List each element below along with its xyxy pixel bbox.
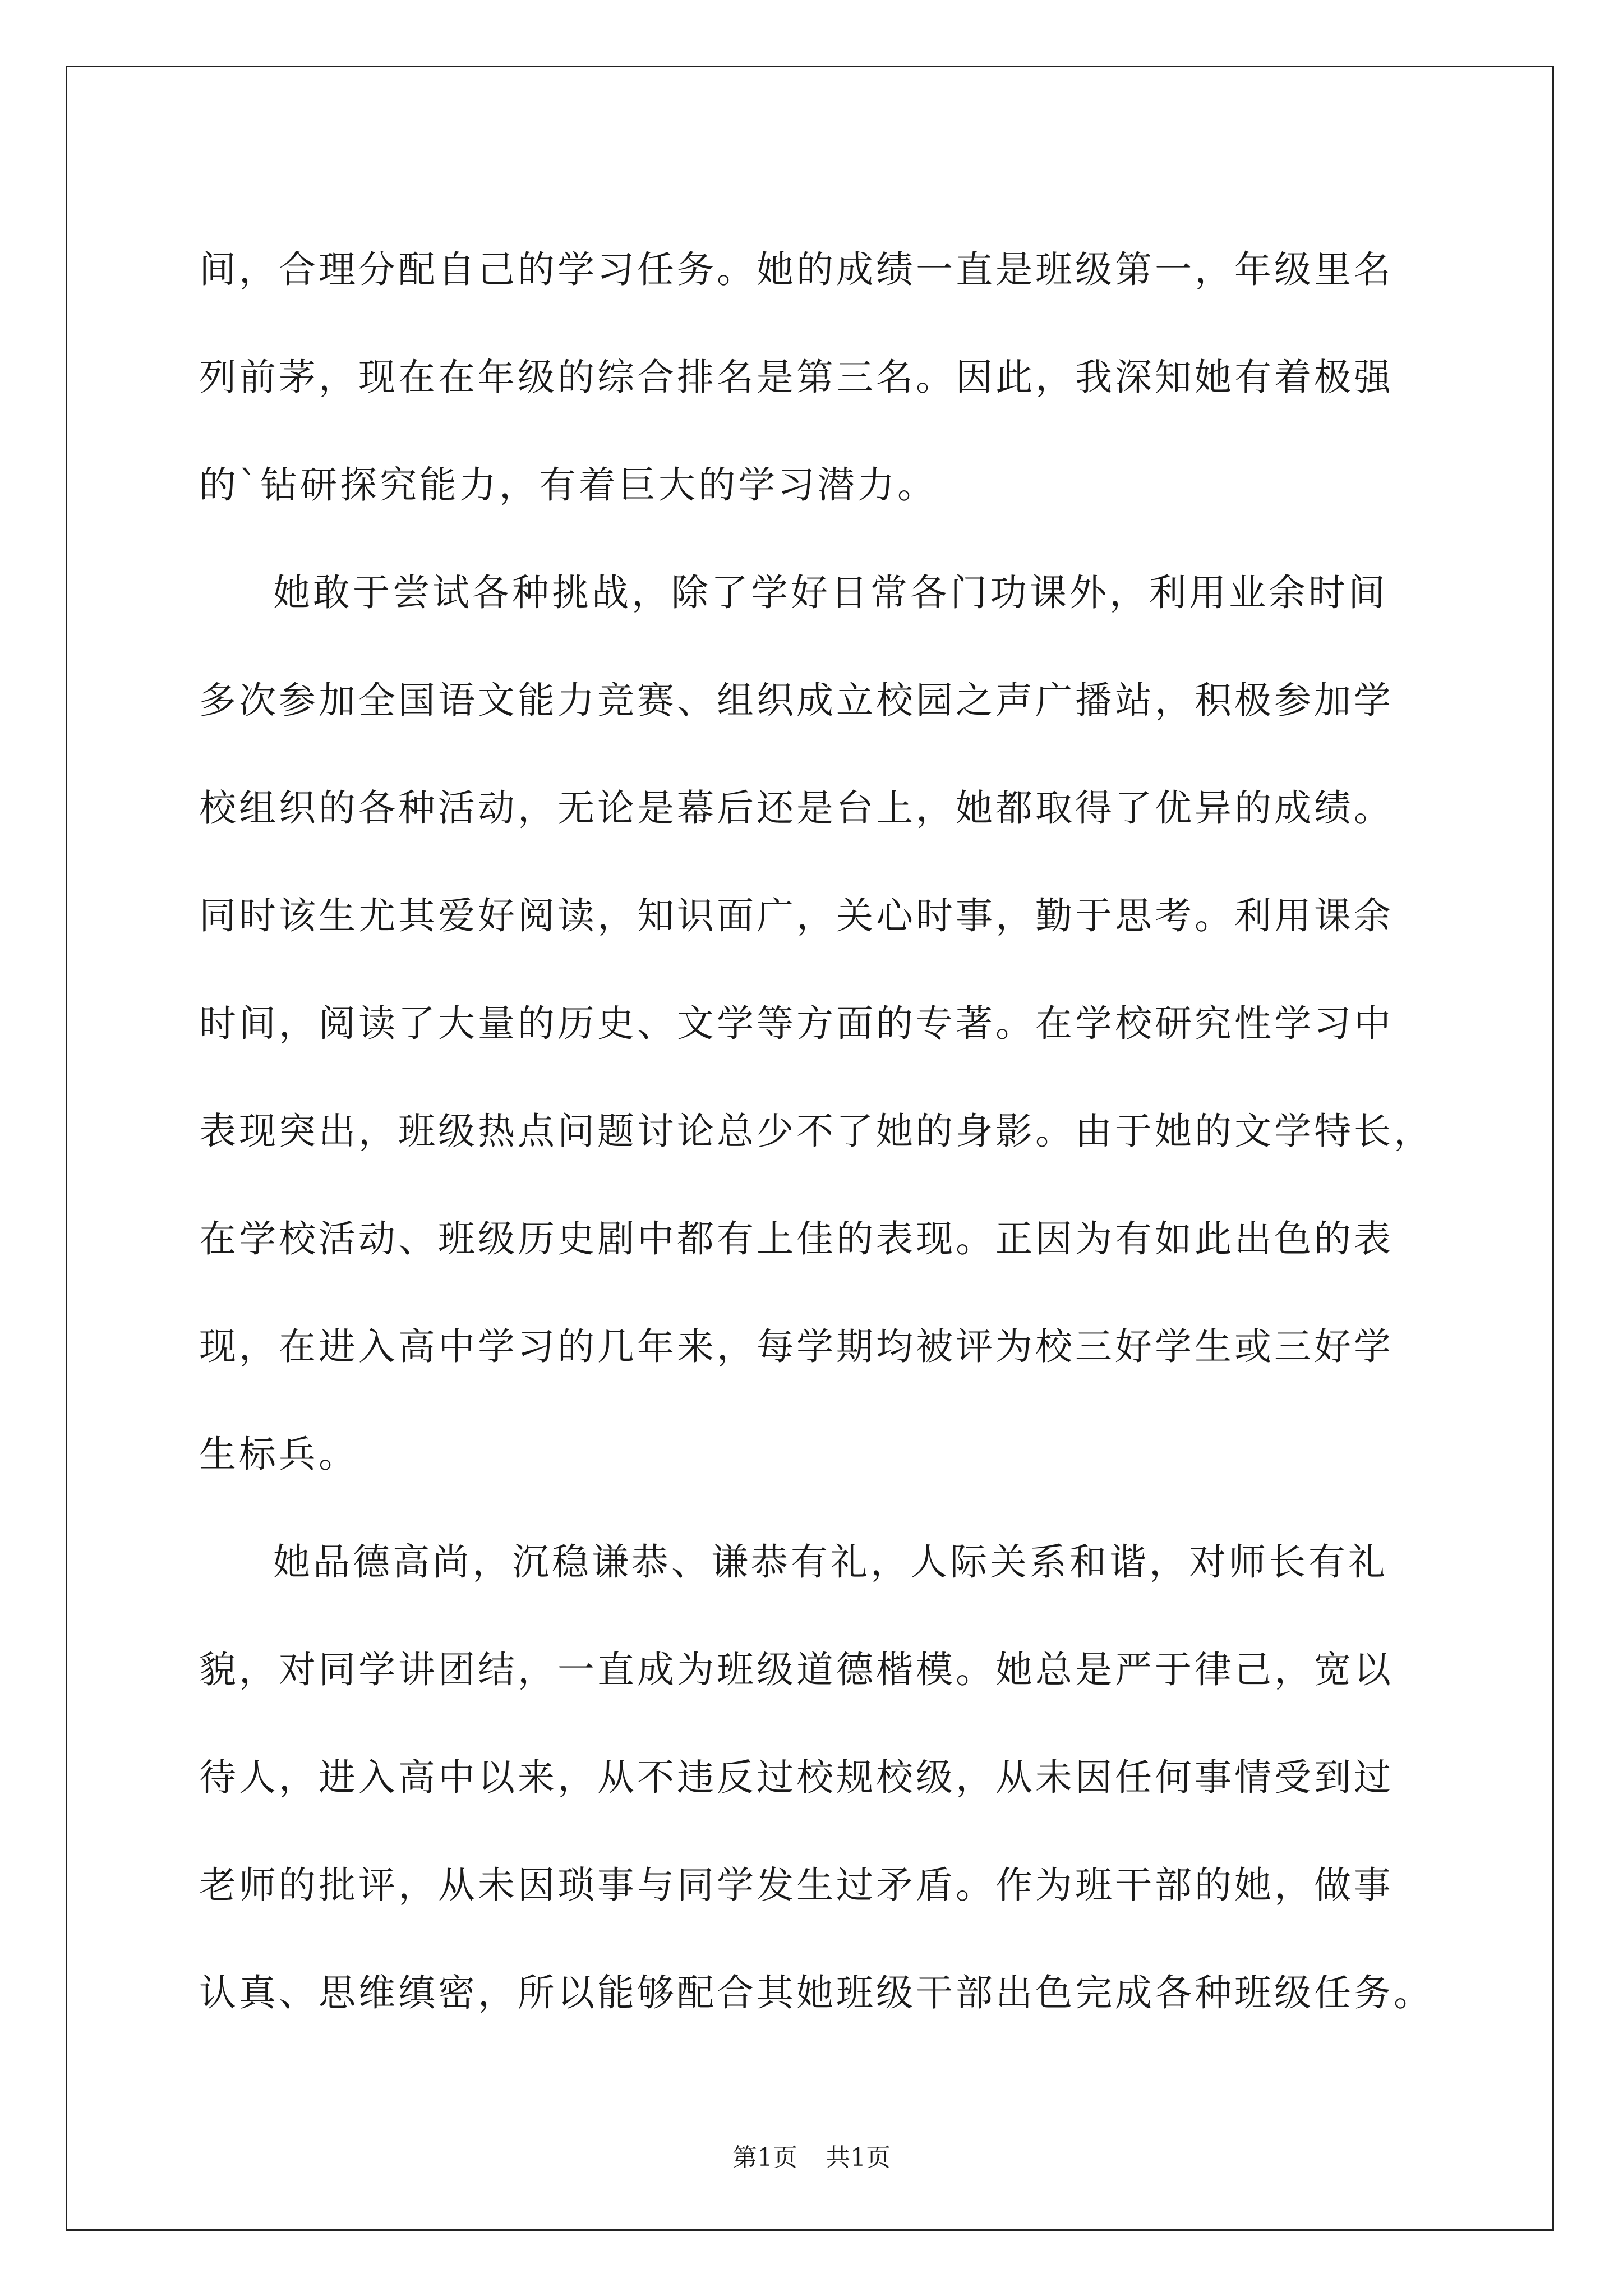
text-line: 列前茅，现在在年级的综合排名是第三名。因此，我深知她有着极强	[199, 356, 1394, 399]
text-line: 校组织的各种活动，无论是幕后还是台上，她都取得了优异的成绩。	[199, 786, 1394, 830]
paragraph-3	[199, 1508, 1433, 2047]
text-line: 现，在进入高中学习的几年来，每学期均被评为校三好学生或三好学	[199, 1325, 1394, 1368]
text-line: 她敢于尝试各种挑战，除了学好日常各门功课外，利用业余时间	[273, 571, 1388, 614]
text-line: 同时该生尤其爱好阅读，知识面广，关心时事，勤于思考。利用课余	[199, 894, 1394, 937]
text-line: 间，合理分配自己的学习任务。她的成绩一直是班级第一，年级里名	[199, 248, 1394, 291]
page-number: 第1页	[732, 2143, 797, 2172]
paragraph-1	[199, 216, 1433, 539]
text-line: 在学校活动、班级历史剧中都有上佳的表现。正因为有如此出色的表	[199, 1217, 1394, 1260]
text-line: 的`钻研探究能力，有着巨大的学习潜力。	[199, 463, 937, 507]
document-body	[199, 216, 1433, 2047]
text-line: 待人，进入高中以来，从不违反过校规校级，从未因任何事情受到过	[199, 1756, 1394, 1799]
text-line: 貌，对同学讲团结，一直成为班级道德楷模。她总是严于律己，宽以	[199, 1648, 1394, 1691]
page-total: 共1页	[826, 2143, 891, 2172]
text-line: 生标兵。	[199, 1433, 358, 1476]
text-line: 老师的批评，从未因琐事与同学发生过矛盾。作为班干部的她，做事	[199, 1864, 1394, 1907]
paragraph-2	[199, 539, 1433, 1508]
text-line: 认真、思维缜密，所以能够配合其她班级干部出色完成各种班级任务。	[199, 1971, 1433, 2014]
page-footer	[0, 2137, 1623, 2173]
text-line: 时间，阅读了大量的历史、文学等方面的专著。在学校研究性学习中	[199, 1002, 1394, 1045]
text-line: 多次参加全国语文能力竞赛、组织成立校园之声广播站，积极参加学	[199, 679, 1394, 722]
text-line: 她品德高尚，沉稳谦恭、谦恭有礼，人际关系和谐，对师长有礼	[273, 1540, 1388, 1584]
text-line: 表现突出，班级热点问题讨论总少不了她的身影。由于她的文学特长，	[199, 1110, 1433, 1153]
